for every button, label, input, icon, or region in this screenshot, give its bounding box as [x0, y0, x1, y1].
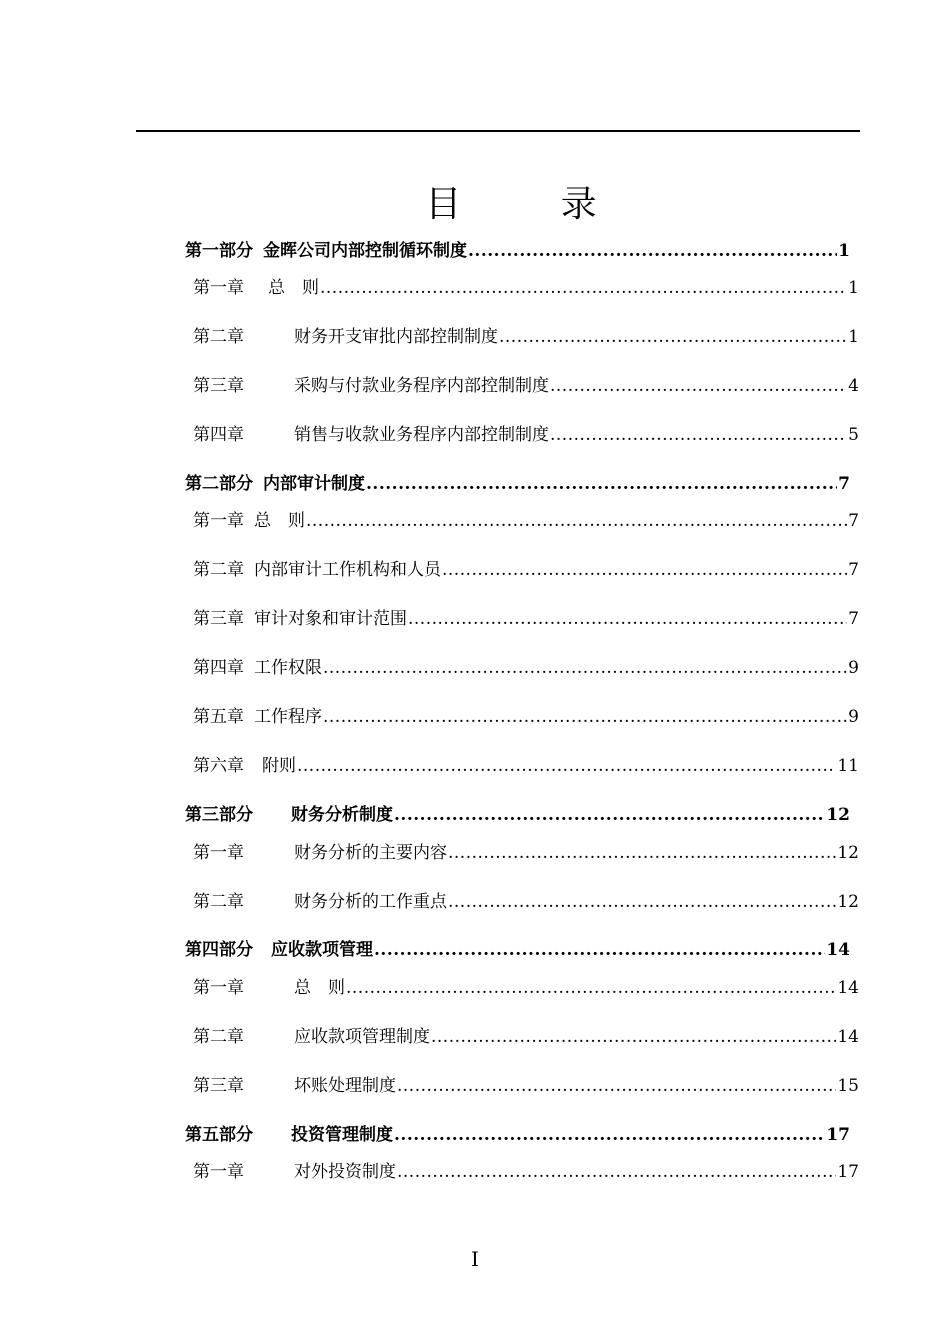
toc-page: 1	[838, 241, 850, 261]
toc-page: 4	[848, 376, 859, 396]
toc-label: 第二部分	[185, 474, 253, 494]
toc-title: 总 则	[294, 978, 345, 998]
toc-leader	[448, 892, 836, 912]
toc-page: 1	[848, 327, 859, 347]
toc-page: 12	[837, 892, 859, 912]
toc-part-entry[interactable]	[185, 1120, 850, 1146]
toc-chapter-entry[interactable]	[193, 1157, 859, 1183]
toc-title: 财务开支审批内部控制制度	[294, 327, 498, 347]
toc-part-entry[interactable]	[185, 800, 850, 826]
toc-leader	[323, 658, 847, 678]
toc-label: 第四章	[193, 425, 244, 445]
toc-chapter-entry[interactable]	[193, 887, 859, 913]
toc-page: 11	[837, 756, 859, 776]
toc-page: 14	[826, 940, 850, 960]
toc-label: 第二章	[193, 327, 244, 347]
toc-page: 7	[838, 474, 850, 494]
toc-chapter-entry[interactable]	[193, 702, 859, 728]
toc-label: 第三章	[193, 376, 244, 396]
toc-page: 5	[848, 425, 859, 445]
toc-leader	[323, 707, 847, 727]
toc-title: 应收款项管理制度	[294, 1027, 430, 1047]
toc-label: 第一章	[193, 978, 244, 998]
toc-title: 内部审计制度	[263, 474, 365, 494]
toc-leader	[408, 609, 847, 629]
toc-chapter-entry[interactable]	[193, 1022, 859, 1048]
toc-leader	[297, 756, 836, 776]
page-number: I	[471, 1247, 479, 1271]
toc-chapter-entry[interactable]	[193, 973, 859, 999]
toc-label: 第四部分	[185, 940, 253, 960]
toc-page: 14	[837, 978, 859, 998]
toc-title: 总 则	[268, 278, 319, 298]
toc-leader	[448, 843, 836, 863]
toc-page: 9	[848, 707, 859, 727]
toc-page: 1	[848, 278, 859, 298]
toc-leader	[366, 474, 837, 494]
toc-page: 12	[826, 805, 850, 825]
toc-chapter-entry[interactable]	[193, 273, 859, 299]
toc-page: 12	[837, 843, 859, 863]
toc-leader	[397, 1162, 836, 1182]
toc-chapter-entry[interactable]	[193, 838, 859, 864]
toc-title: 对外投资制度	[294, 1162, 396, 1182]
toc-part-entry[interactable]	[185, 935, 850, 961]
toc-label: 第六章	[193, 756, 244, 776]
toc-title: 金晖公司内部控制循环制度	[263, 241, 467, 261]
toc-leader	[468, 241, 837, 261]
toc-title: 附则	[262, 756, 296, 776]
toc-page: 14	[837, 1027, 859, 1047]
toc-label: 第一章	[193, 278, 244, 298]
toc-page: 9	[848, 658, 859, 678]
toc-label: 第一章	[193, 511, 244, 531]
toc-label: 第二章	[193, 560, 244, 580]
toc-label: 第二章	[193, 1027, 244, 1047]
toc-title: 坏账处理制度	[294, 1076, 396, 1096]
toc-title: 投资管理制度	[291, 1125, 393, 1145]
toc-chapter-entry[interactable]	[193, 555, 859, 581]
toc-chapter-entry[interactable]	[193, 653, 859, 679]
toc-chapter-entry[interactable]	[193, 604, 859, 630]
toc-leader	[394, 1125, 825, 1145]
toc-chapter-entry[interactable]	[193, 506, 859, 532]
toc-part-entry[interactable]	[185, 236, 850, 262]
toc-page: 17	[837, 1162, 859, 1182]
toc-label: 第四章	[193, 658, 244, 678]
toc-chapter-entry[interactable]	[193, 1071, 859, 1097]
toc-leader	[374, 940, 825, 960]
toc-label: 第一章	[193, 1162, 244, 1182]
toc-title: 工作权限	[254, 658, 322, 678]
toc-page: 17	[826, 1125, 850, 1145]
toc-title: 销售与收款业务程序内部控制制度	[294, 425, 549, 445]
toc-title: 应收款项管理	[271, 940, 373, 960]
toc-title: 财务分析制度	[291, 805, 393, 825]
toc-chapter-entry[interactable]	[193, 751, 859, 777]
toc-label: 第一章	[193, 843, 244, 863]
toc-title: 工作程序	[254, 707, 322, 727]
toc-leader	[394, 805, 825, 825]
toc-chapter-entry[interactable]	[193, 371, 859, 397]
toc-chapter-entry[interactable]	[193, 420, 859, 446]
toc-leader	[397, 1076, 836, 1096]
toc-leader	[320, 278, 847, 298]
toc-leader	[499, 327, 847, 347]
toc-page: 7	[848, 609, 859, 629]
toc-leader	[550, 425, 847, 445]
toc-chapter-entry[interactable]	[193, 322, 859, 348]
toc-title: 财务分析的主要内容	[294, 843, 447, 863]
toc-title: 审计对象和审计范围	[254, 609, 407, 629]
toc-label: 第二章	[193, 892, 244, 912]
toc-label: 第三章	[193, 609, 244, 629]
toc-label: 第三部分	[185, 805, 253, 825]
toc-title: 采购与付款业务程序内部控制制度	[294, 376, 549, 396]
toc-label: 第一部分	[185, 241, 253, 261]
toc-leader	[346, 978, 836, 998]
toc-label: 第三章	[193, 1076, 244, 1096]
page-title: 目 录	[425, 184, 641, 225]
toc-title: 总 则	[254, 511, 305, 531]
toc-part-entry[interactable]	[185, 469, 850, 495]
toc-leader	[431, 1027, 836, 1047]
toc-leader	[306, 511, 847, 531]
toc-leader	[550, 376, 847, 396]
toc-page: 7	[848, 560, 859, 580]
toc-page: 7	[848, 511, 859, 531]
toc-label: 第五章	[193, 707, 244, 727]
toc-leader	[442, 560, 847, 580]
toc-label: 第五部分	[185, 1125, 253, 1145]
toc-page: 15	[837, 1076, 859, 1096]
toc-title: 内部审计工作机构和人员	[254, 560, 441, 580]
toc-title: 财务分析的工作重点	[294, 892, 447, 912]
